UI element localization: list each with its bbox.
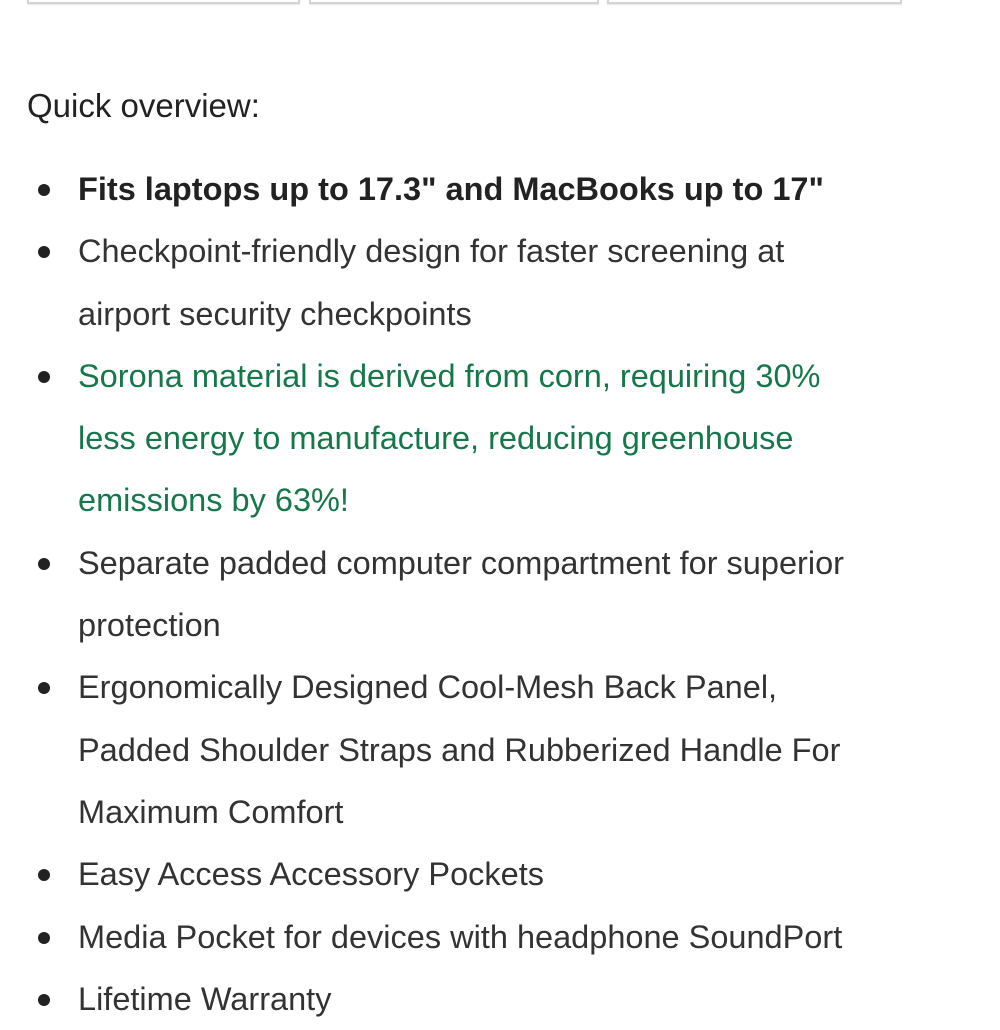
feature-text-line: Padded Shoulder Straps and Rubberized Handle For (78, 731, 841, 768)
bullet-icon (38, 682, 50, 694)
feature-text-line: Sorona material is derived from corn, requiring 30% (78, 357, 821, 394)
feature-text-line: airport security checkpoints (78, 295, 472, 332)
feature-list-item (0, 843, 844, 905)
feature-list (0, 158, 844, 1030)
feature-text-line: Lifetime Warranty (78, 980, 332, 1017)
bullet-icon (38, 246, 50, 258)
feature-text-line: Fits laptops up to 17.3" and MacBooks up to 17" (78, 171, 824, 207)
tab-button-2[interactable] (309, 0, 599, 4)
bullet-icon (38, 371, 50, 383)
feature-list-item (0, 968, 844, 1030)
feature-text-line: less energy to manufacture, reducing greenhouse (78, 420, 794, 457)
bullet-icon (38, 932, 50, 944)
feature-list-item (0, 220, 844, 345)
bullet-icon (38, 869, 50, 881)
feature-text-line: protection (78, 607, 221, 644)
feature-text-line: Checkpoint-friendly design for faster screening at (78, 233, 785, 270)
quick-overview-heading: Quick overview: (27, 87, 260, 124)
bullet-icon (38, 558, 50, 570)
feature-text-line: emissions by 63%! (78, 482, 349, 519)
feature-list-item (0, 532, 844, 657)
feature-list-item (0, 906, 844, 968)
feature-text-line: Separate padded computer compartment for superior (78, 544, 844, 581)
tab-button-1[interactable] (27, 0, 300, 4)
bullet-icon (38, 184, 50, 196)
feature-text-line: Ergonomically Designed Cool-Mesh Back Panel, (78, 669, 778, 706)
feature-text-line: Easy Access Accessory Pockets (78, 856, 545, 893)
feature-list-item (0, 345, 844, 532)
feature-text-line: Media Pocket for devices with headphone SoundPort (78, 918, 843, 955)
tab-button-3[interactable] (607, 0, 902, 4)
feature-list-item (0, 656, 844, 843)
feature-text-line: Maximum Comfort (78, 793, 344, 830)
feature-list-item (0, 158, 844, 220)
